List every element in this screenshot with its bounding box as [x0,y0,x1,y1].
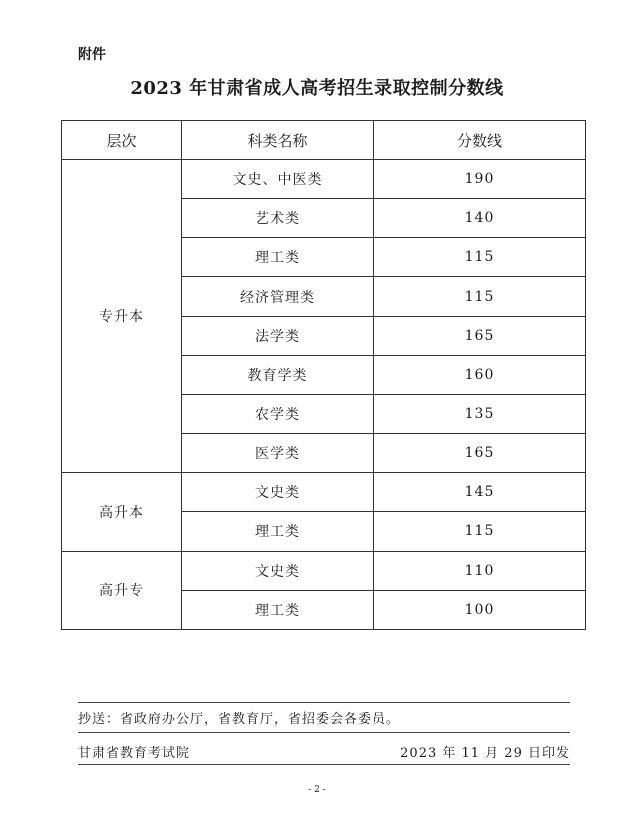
table-header-row [62,121,586,160]
score-cell: 160 [374,355,586,394]
category-cell: 文史类 [182,551,374,590]
score-cell: 190 [374,160,586,199]
category-cell: 农学类 [182,394,374,433]
category-cell: 理工类 [182,590,374,629]
level-cell: 高升本 [62,473,182,551]
score-cell: 100 [374,590,586,629]
category-cell: 文史类 [182,473,374,512]
header-level: 层次 [62,121,182,160]
score-cell: 135 [374,394,586,433]
category-cell: 教育学类 [182,355,374,394]
table-row [62,160,586,199]
score-cell: 140 [374,199,586,238]
score-cell: 115 [374,238,586,277]
level-cell: 高升专 [62,551,182,629]
category-cell: 文史、中医类 [182,160,374,199]
header-category: 科类名称 [182,121,374,160]
table-row [62,551,586,590]
divider-line [78,732,570,733]
score-table-body [62,160,586,630]
issue-date: 2023 年 11 月 29 日印发 [400,746,570,761]
attachment-label: 附件 [78,47,106,63]
score-cell: 145 [374,473,586,512]
page-title: 2023 年甘肃省成人高考招生录取控制分数线 [130,78,504,99]
cc-line: 抄送：省政府办公厅，省教育厅，省招委会各委员。 [78,712,401,727]
category-cell: 经济管理类 [182,277,374,316]
table-row [62,473,586,512]
level-cell: 专升本 [62,160,182,473]
category-cell: 理工类 [182,512,374,551]
divider-line [78,702,570,703]
divider-line [78,764,570,765]
score-cell: 110 [374,551,586,590]
issuer-name: 甘肃省教育考试院 [78,746,191,761]
category-cell: 艺术类 [182,199,374,238]
score-cell: 165 [374,316,586,355]
issuer-line [78,742,570,761]
score-cell: 115 [374,277,586,316]
category-cell: 理工类 [182,238,374,277]
score-table [61,120,586,630]
score-cell: 115 [374,512,586,551]
page-number: - 2 - [308,785,326,795]
category-cell: 医学类 [182,434,374,473]
header-score: 分数线 [374,121,586,160]
score-cell: 165 [374,434,586,473]
category-cell: 法学类 [182,316,374,355]
